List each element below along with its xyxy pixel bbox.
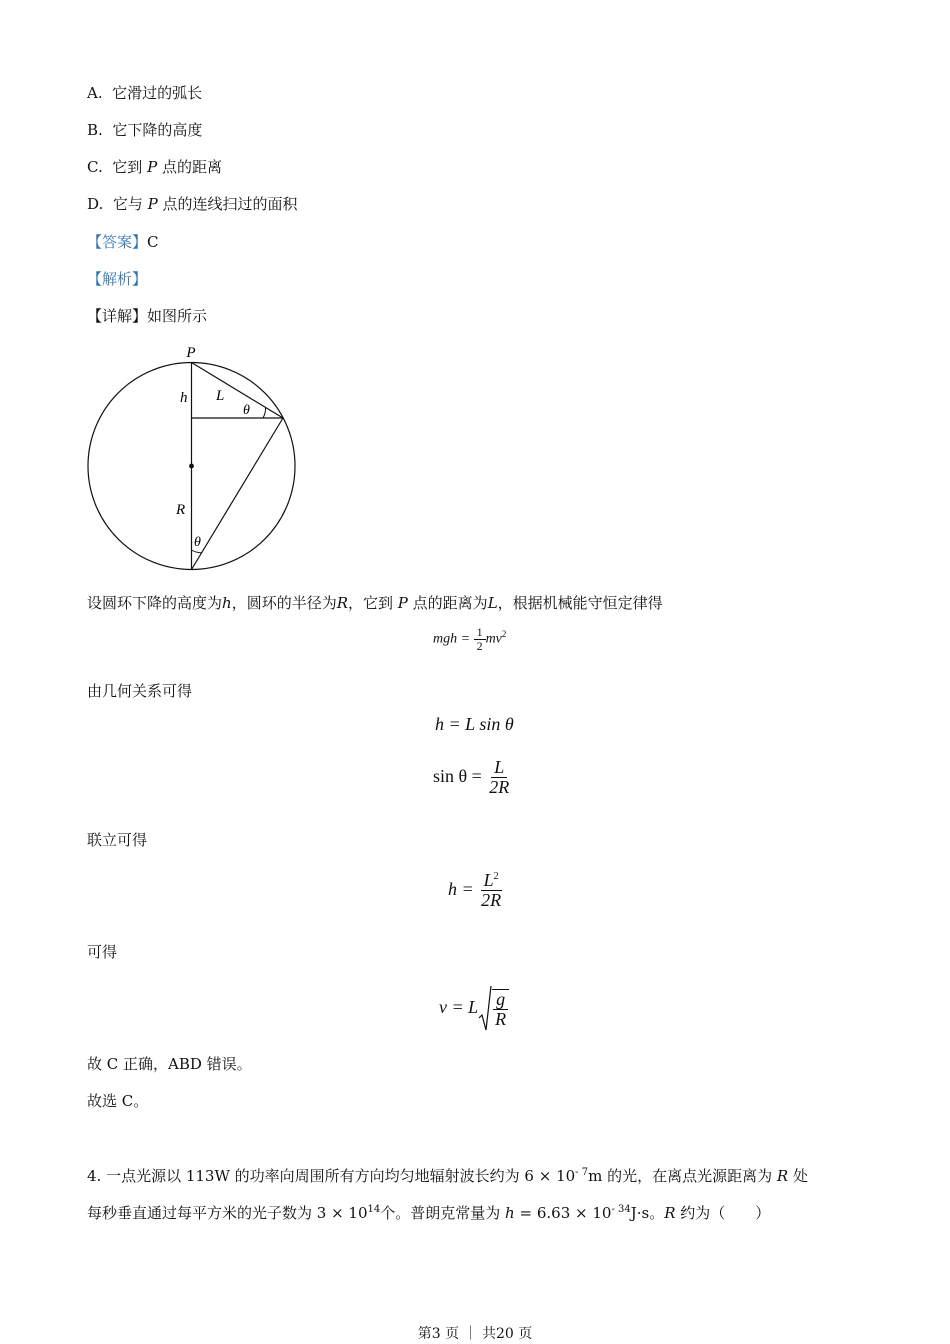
label-theta-top: θ — [243, 403, 250, 418]
label-R: R — [176, 502, 186, 518]
option-a: A. 它滑过的弧长 — [87, 84, 203, 102]
paragraph-result: 可得 — [87, 943, 118, 961]
center-dot — [189, 464, 194, 469]
label-h: h — [180, 390, 188, 406]
chord-bottom — [192, 418, 284, 570]
paragraph-setup: 设圆环下降的高度为h，圆环的半径为R，它到 P 点的距离为L，根据机械能守恒定律得 — [87, 594, 663, 612]
label-P: P — [186, 345, 196, 361]
detail-tag: 【详解】 — [87, 307, 148, 325]
sqrt-sign — [478, 984, 492, 1034]
angle-arc-bottom — [192, 550, 202, 553]
answer-line — [87, 231, 159, 252]
chord-L — [192, 363, 284, 419]
equation-v: v = L $\frac{g}{R}$ — [439, 984, 509, 1034]
paragraph-geometry: 由几何关系可得 — [87, 682, 193, 700]
option-c: C. 它到 P 点的距离 — [87, 158, 222, 176]
angle-arc-top — [263, 407, 266, 418]
equation-h-L2: h = $\frac{L^2}{2R}$ — [448, 870, 502, 910]
conclusion-choice: 故选 C。 — [87, 1092, 149, 1110]
label-L: L — [216, 388, 225, 404]
option-d: D. 它与 P 点的连线扫过的面积 — [87, 195, 298, 213]
answer-tag: 【答案】 — [87, 233, 148, 251]
equation-sin: sin θ = $\frac{L}{2R}$ — [433, 757, 510, 797]
option-b: B. 它下降的高度 — [87, 121, 203, 139]
question-4-line-2: 每秒垂直通过每平方米的光子数为 $3 \times 10^{14}$个。普朗克常量为 $h = 6.63 \times 10^{- 34}J\cdot s$。R 约为（ ） — [87, 1204, 771, 1222]
question-4-line-1: 4. 一点光源以 113W 的功率向周围所有方向均匀地辐射波长约为 $6 \times 10^{- 7}m$ 的光，在离点光源距离为 R 处 — [87, 1167, 808, 1185]
detail-line: 【详解】如图所示 — [87, 307, 208, 325]
equation-h-sin: h = L sin θ — [435, 714, 514, 734]
paragraph-combine: 联立可得 — [87, 831, 148, 849]
answer-value: C — [147, 233, 159, 251]
circle-diagram — [80, 338, 310, 578]
page-footer: 第3 页 ｜ 共20 页 — [417, 1326, 533, 1342]
label-theta-bottom: θ — [194, 535, 201, 550]
conclusion-correct: 故 C 正确，ABD 错误。 — [87, 1055, 252, 1073]
analysis-tag: 【解析】 — [87, 270, 148, 288]
equation-energy: mgh = $\frac{1}{2}$ $mv^2$ — [433, 625, 507, 653]
